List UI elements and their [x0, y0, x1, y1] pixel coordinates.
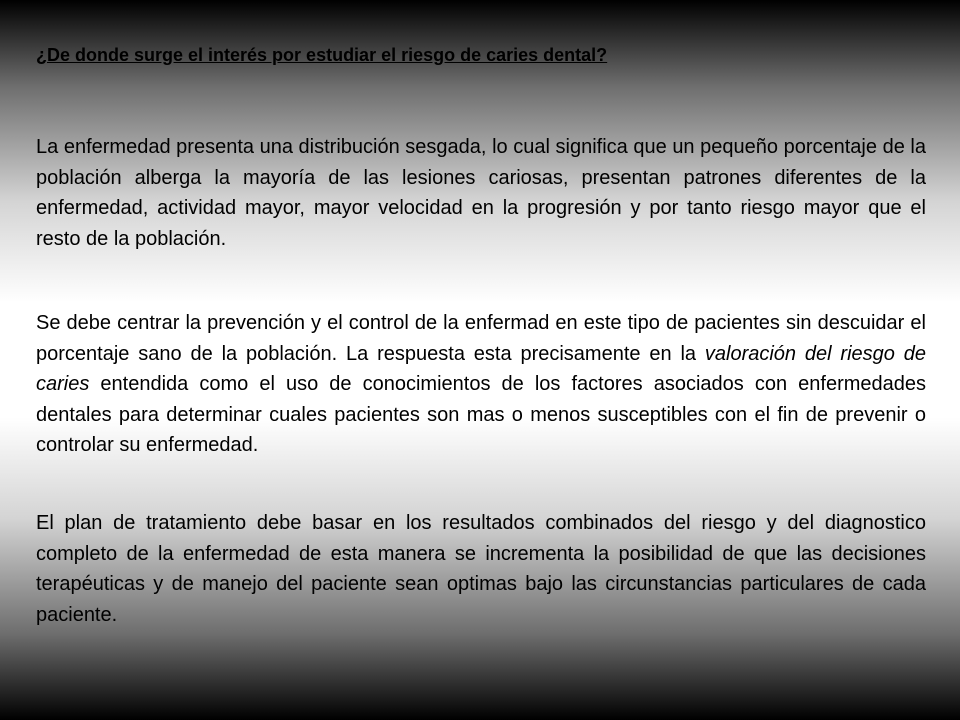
paragraph-prevention-text-start: Se debe centrar la prevención y el control de la enfermad en este tipo de pacientes sin descuidar el porcentaje sano de la población. La respuesta esta precisamente en la: [36, 312, 926, 365]
paragraph-prevention-text-end: entendida como el uso de conocimientos de los factores asociados con enfermedades dentales para determinar cuales pacientes son mas o menos susceptibles con el fin de prevenir o controlar su enfermedad.: [36, 373, 926, 456]
paragraph-distribution: La enfermedad presenta una distribución sesgada, lo cual significa que un pequeño porcentaje de la población alberga la mayoría de las lesiones cariosas, presentan patrones diferentes de la enfermedad, actividad mayor, mayor velocidad en la progresión y por tanto riesgo mayor que el resto de la población.: [36, 136, 926, 250]
paragraph-treatment-plan: El plan de tratamiento debe basar en los resultados combinados del riesgo y del diagnostico completo de la enfermedad de esta manera se incrementa la posibilidad de que las decisiones terapéuticas y de manejo del paciente sean optimas bajo las circunstancias particulares de cada paciente.: [36, 512, 926, 626]
paragraph-prevention: [36, 308, 926, 461]
slide-content: [36, 44, 926, 626]
slide-heading: ¿De donde surge el interés por estudiar el riesgo de caries dental?: [36, 45, 608, 65]
paragraph-prevention-emphasis: valoración del riesgo de caries: [36, 342, 926, 395]
